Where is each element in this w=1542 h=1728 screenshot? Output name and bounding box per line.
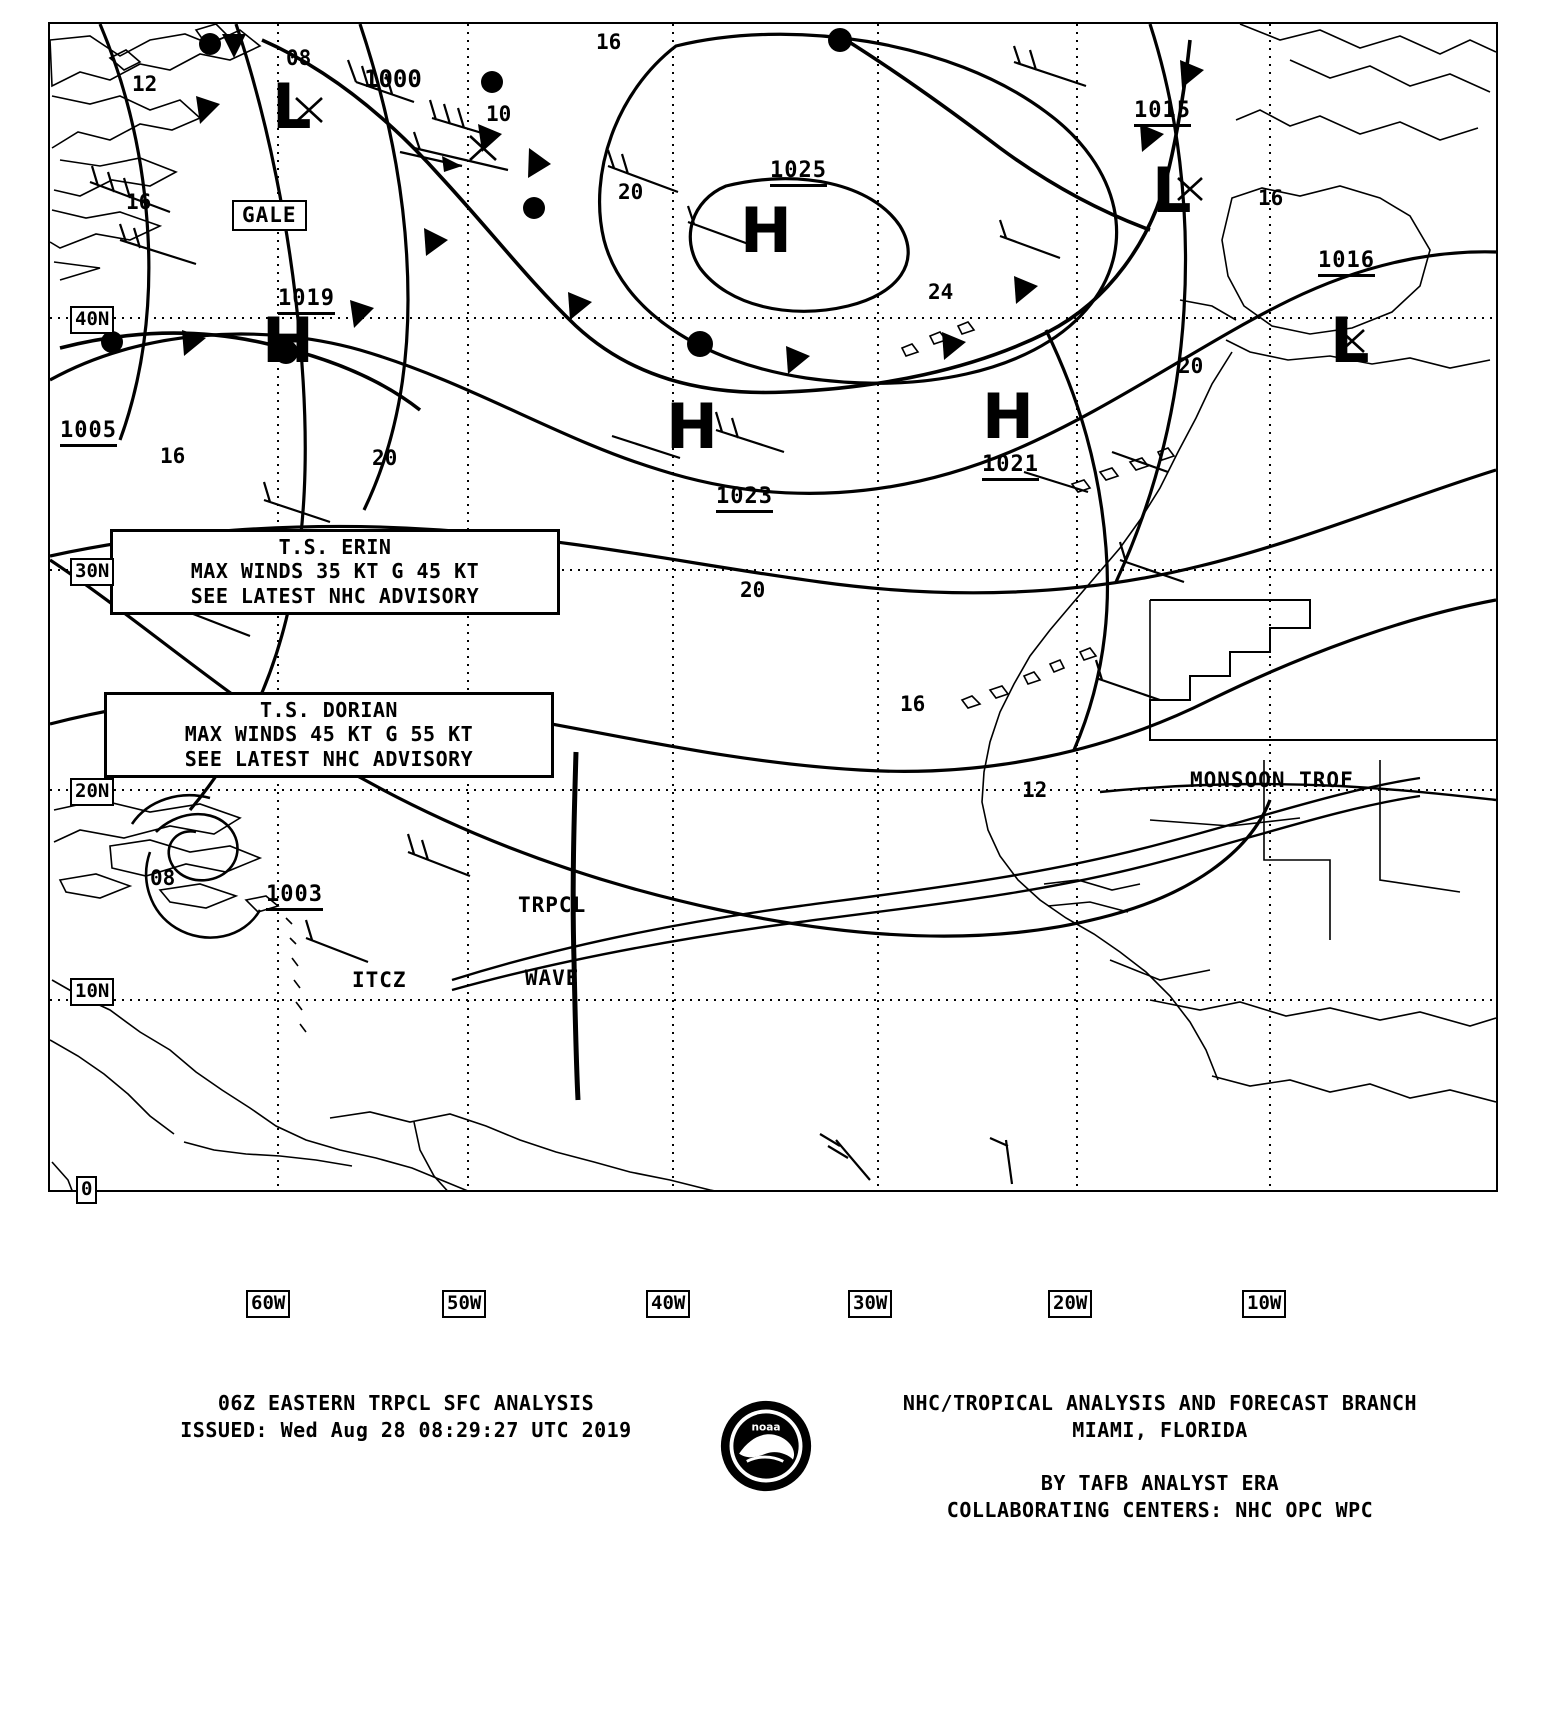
pressure-1025-label: 1025: [770, 158, 827, 187]
wind-label-20-e: 20: [1178, 354, 1204, 378]
storm-erin-advisory: SEE LATEST NHC ADVISORY: [190, 583, 480, 608]
wind-label-24-ne: 24: [928, 280, 954, 304]
lon-label-50w: 50W: [442, 1290, 486, 1318]
issued-timestamp: ISSUED: Wed Aug 28 08:29:27 UTC 2019: [180, 1418, 632, 1442]
storm-erin-winds: MAX WINDS 35 KT G 45 KT: [190, 559, 480, 584]
storm-dorian-name: T.S. DORIAN: [260, 698, 398, 722]
wind-label-12-se: 12: [1022, 778, 1048, 802]
noaa-logo-icon: [718, 1398, 814, 1494]
analyst-line: BY TAFB ANALYST ERA: [1040, 1471, 1280, 1495]
wind-label-10-n: 10: [486, 102, 512, 126]
analysis-title: 06Z EASTERN TRPCL SFC ANALYSIS: [217, 1391, 595, 1415]
pressure-1015-label: 1015: [1134, 98, 1191, 127]
cold-front-pips: [182, 34, 1204, 377]
itcz-line: [452, 778, 1420, 990]
pressure-1005-label: 1005: [60, 418, 117, 447]
lon-label-20w: 20W: [1048, 1290, 1092, 1318]
svg-text:noaa: noaa: [751, 1421, 781, 1434]
wind-label-08-nw: 08: [286, 46, 312, 70]
high-symbol-1021: H: [982, 380, 1034, 453]
storm-box-erin: [110, 529, 560, 615]
motion-arrow: [400, 152, 462, 172]
pressure-1000-label: 1000: [364, 65, 422, 93]
wind-label-16-ne: 16: [1258, 186, 1284, 210]
monsoon-trough-label: MONSOON TROF: [1190, 768, 1354, 792]
lat-label-10n: 10N: [70, 978, 114, 1006]
lon-label-30w: 30W: [848, 1290, 892, 1318]
lat-label-30n: 30N: [70, 558, 114, 586]
wind-label-12-nw: 12: [132, 72, 158, 96]
issuing-location: MIAMI, FLORIDA: [1072, 1418, 1248, 1442]
chart-footer: [0, 1370, 1542, 1570]
footer-left-block: [96, 1390, 716, 1444]
pressure-1019-label: 1019: [278, 286, 335, 315]
storm-box-dorian: [104, 692, 554, 778]
issuing-office: NHC/TROPICAL ANALYSIS AND FORECAST BRANCH: [902, 1391, 1418, 1415]
pressure-1003-label: 1003: [266, 882, 323, 911]
pressure-1021-label: 1021: [982, 452, 1039, 481]
wind-label-16-c: 16: [900, 692, 926, 716]
wind-label-16-w: 16: [160, 444, 186, 468]
low-symbol-1015: L: [1152, 154, 1192, 227]
pressure-1016-label: 1016: [1318, 248, 1375, 277]
low-center-markers: [296, 98, 1364, 352]
wind-label-20-c: 20: [740, 578, 766, 602]
storm-erin-name: T.S. ERIN: [278, 535, 392, 559]
wind-label-20-nwc: 20: [618, 180, 644, 204]
lon-label-10w: 10W: [1242, 1290, 1286, 1318]
low-symbol-1000: L: [272, 70, 312, 143]
high-symbol-1025: H: [740, 194, 792, 267]
lat-label-20n: 20N: [70, 778, 114, 806]
lon-label-60w: 60W: [246, 1290, 290, 1318]
itcz-label: ITCZ: [352, 968, 407, 992]
storm-dorian-winds: MAX WINDS 45 KT G 55 KT: [184, 722, 474, 747]
tropical-wave-label-line1: TRPCL: [518, 893, 587, 918]
wind-label-20-wc: 20: [372, 446, 398, 470]
wind-barbs: [90, 46, 1184, 1328]
high-symbol-1023: H: [666, 390, 718, 463]
gale-warning-box: GALE: [232, 200, 307, 231]
tropical-wave-label-line2: WAVE: [524, 965, 580, 990]
wind-label-16-top: 16: [596, 30, 622, 54]
high-symbol-1019: H: [262, 304, 314, 377]
lat-label-0: 0: [76, 1176, 97, 1204]
wind-label-16-wnw: 16: [126, 190, 152, 214]
lon-label-40w: 40W: [646, 1290, 690, 1318]
tropical-wave-label: [518, 845, 586, 1038]
storm-dorian-advisory: SEE LATEST NHC ADVISORY: [184, 746, 474, 771]
low-symbol-1016: L: [1330, 304, 1370, 377]
wind-label-08-sw: 08: [150, 866, 176, 890]
collaborating-centers: COLLABORATING CENTERS: NHC OPC WPC: [946, 1498, 1374, 1522]
footer-right-block: [810, 1390, 1510, 1524]
pressure-1023-label: 1023: [716, 484, 773, 513]
lat-label-40n: 40N: [70, 306, 114, 334]
